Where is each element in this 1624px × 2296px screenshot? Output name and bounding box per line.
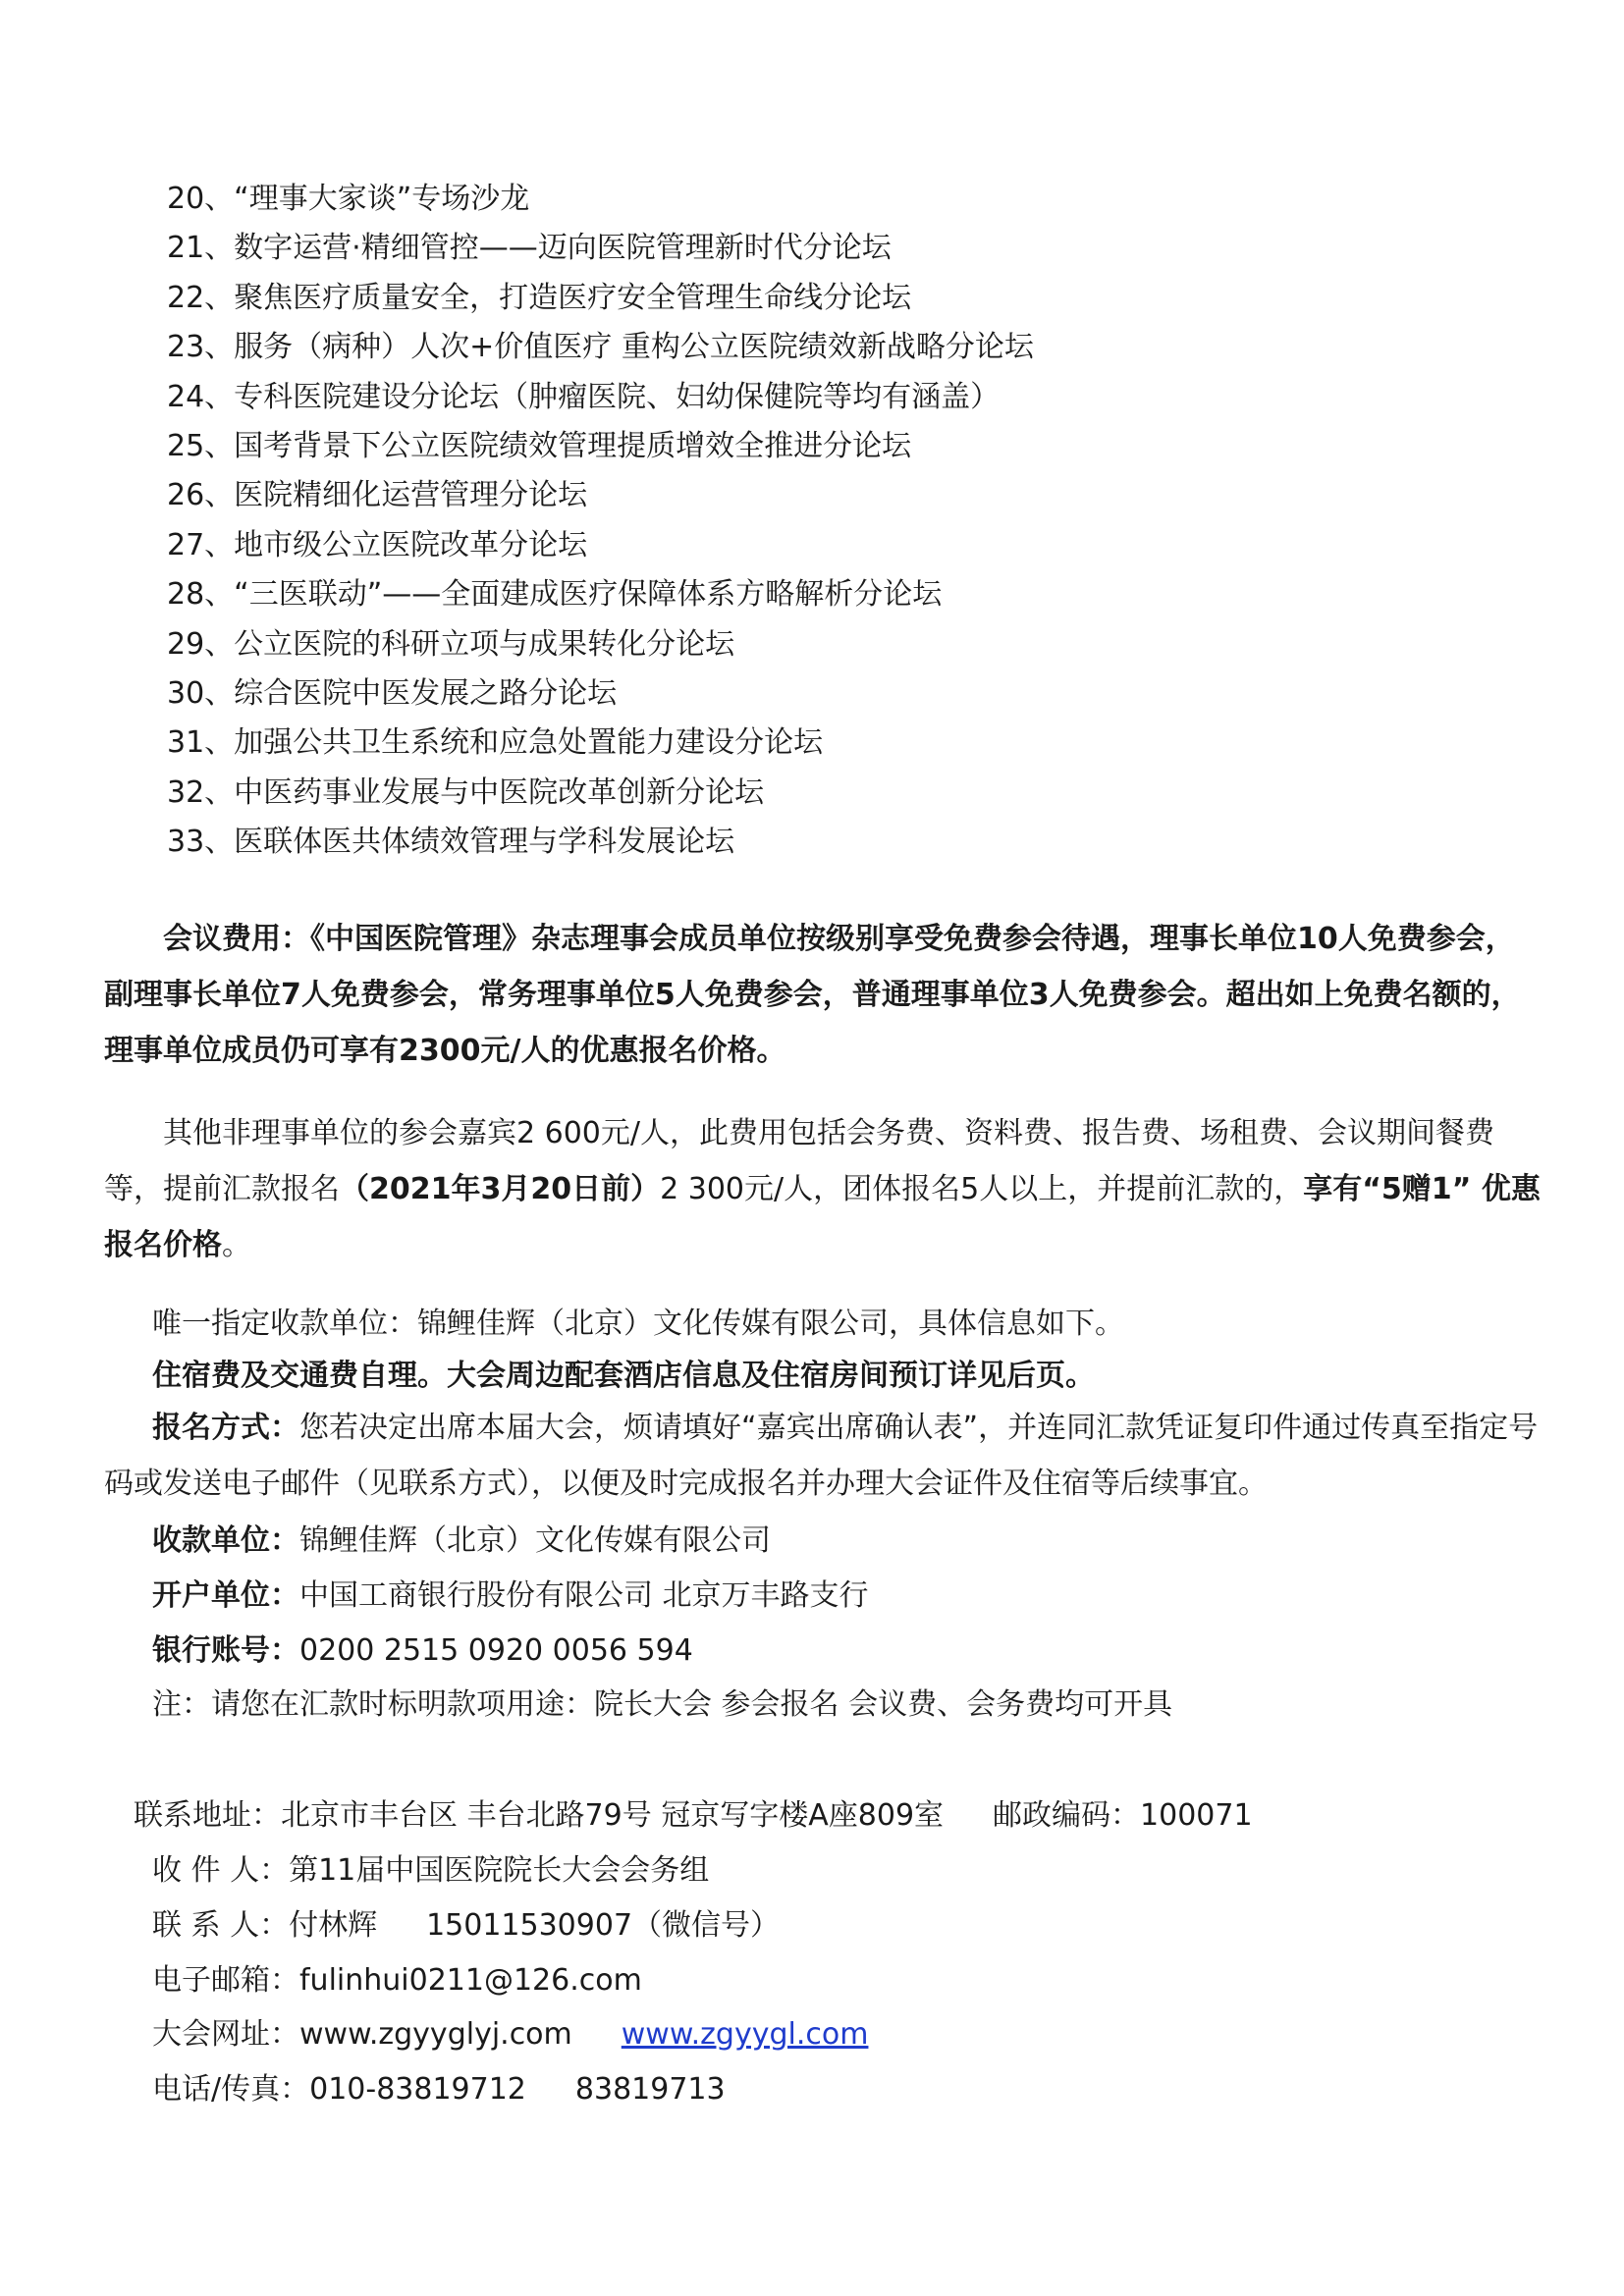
account-line [152, 1628, 693, 1675]
forum-item: 28、“三医联动”——全面建成医疗保障体系方略解析分论坛 [167, 577, 943, 613]
postcode-label: 邮政编码： [993, 1798, 1141, 1833]
early-date: （2021年3月20日前） [340, 1172, 661, 1206]
website-link[interactable]: www.zgyygl.com [621, 2017, 869, 2052]
registration-paragraph [104, 1400, 1543, 1512]
phone-value: 15011530907（微信号） [426, 1908, 781, 1943]
recipient-line [152, 1847, 709, 1895]
bank-line [152, 1573, 869, 1620]
other-fees-end: 。 [222, 1228, 251, 1262]
fees-paragraph: 会议费用：《中国医院管理》杂志理事会成员单位按级别享受免费参会待遇，理事长单位10人免费参会，副理事长单位7人免费参会，常务理事单位5人免费参会，普通理事单位3人免费参会。超出如上免费名额的，理事单位成员仍可享有2300元/人的优惠报名价格。 [104, 922, 1521, 1068]
postcode-value: 100071 [1140, 1798, 1253, 1833]
bank-label: 开户单位： [152, 1578, 299, 1613]
forum-item: 29、公立医院的科研立项与成果转化分论坛 [167, 626, 735, 662]
email-line [152, 1957, 642, 2004]
forum-list [167, 175, 1034, 867]
forum-item: 25、国考背景下公立医院绩效管理提质增效全推进分论坛 [167, 428, 912, 463]
address-label: 联系地址： [134, 1798, 281, 1833]
lodging-note: 住宿费及交通费自理。大会周边配套酒店信息及住宿房间预订详见后页。 [152, 1359, 1095, 1393]
contact-person-line [152, 1902, 780, 1949]
forum-item: 27、地市级公立医院改革分论坛 [167, 527, 588, 562]
other-fees-paragraph [104, 1105, 1543, 1273]
registration-text: 您若决定出席本届大会，烦请填好“嘉宾出席确认表”，并连同汇款凭证复印件通过传真至指定号码或发送电子邮件（见联系方式），以便及时完成报名并办理大会证件及住宿等后续事宜。 [104, 1411, 1539, 1501]
forum-item: 20、“理事大家谈”专场沙龙 [167, 182, 530, 216]
person-label: 联 系 人： [152, 1908, 290, 1943]
forum-item: 23、服务（病种）人次+价值医疗 重构公立医院绩效新战略分论坛 [167, 330, 1034, 365]
forum-item: 32、中医药事业发展与中医院改革创新分论坛 [167, 774, 765, 810]
recipient-label: 收 件 人： [152, 1853, 290, 1888]
registration-label: 报名方式： [152, 1411, 299, 1445]
email-label: 电子邮箱： [152, 1963, 299, 1998]
email-value: fulinhui0211@126.com [299, 1963, 642, 1998]
payee-line [152, 1518, 771, 1565]
person-value: 付林辉 [289, 1908, 378, 1943]
recipient-value: 第11届中国医院院长大会会务组 [289, 1853, 710, 1888]
forum-item: 33、医联体医共体绩效管理与学科发展论坛 [167, 825, 735, 860]
account-value: 0200 2515 0920 0056 594 [299, 1633, 693, 1668]
forum-item: 22、聚焦医疗质量安全，打造医疗安全管理生命线分论坛 [167, 280, 912, 315]
website-value: www.zgyyglyj.com [299, 2017, 572, 2052]
forum-item: 31、加强公共卫生系统和应急处置能力建设分论坛 [167, 725, 824, 761]
forum-item: 24、专科医院建设分论坛（肿瘤医院、妇幼保健院等均有涵盖） [167, 379, 1001, 414]
tel-label: 电话/传真： [152, 2072, 310, 2107]
tel-value-1: 010-83819712 [309, 2072, 526, 2107]
address-line [134, 1792, 1253, 1840]
remittance-note: 注：请您在汇款时标明款项用途：院长大会 参会报名 会议费、会务费均可开具 [152, 1687, 1173, 1722]
account-label: 银行账号： [152, 1633, 299, 1668]
website-line [152, 2011, 868, 2058]
forum-item: 26、医院精细化运营管理分论坛 [167, 478, 588, 513]
payee-note: 唯一指定收款单位：锦鲤佳辉（北京）文化传媒有限公司，具体信息如下。 [152, 1307, 1124, 1341]
bank-value: 中国工商银行股份有限公司 北京万丰路支行 [299, 1578, 869, 1613]
payee-value: 锦鲤佳辉（北京）文化传媒有限公司 [299, 1523, 771, 1558]
website-label: 大会网址： [152, 2017, 299, 2052]
forum-item: 30、综合医院中医发展之路分论坛 [167, 675, 618, 711]
other-fees-text-2: 2 300元/人，团体报名5人以上，并提前汇款的， [660, 1172, 1304, 1206]
address-value: 北京市丰台区 丰台北路79号 冠京写字楼A座809室 [281, 1798, 945, 1833]
phone-fax-line [152, 2066, 726, 2113]
other-fees-text: 其他非理事单位的参会嘉宾2 600元/人，此费用包括会务费、资料费、报告费、场租费、会议期间餐费等，提前汇款报名 [104, 1116, 1494, 1206]
payee-label: 收款单位： [152, 1523, 299, 1558]
group-discount: 享有“5赠1” 优惠报名价格 [104, 1172, 1541, 1262]
forum-item: 21、数字运营·精细管控——迈向医院管理新时代分论坛 [167, 231, 892, 266]
tel-value-2: 83819713 [574, 2072, 726, 2107]
